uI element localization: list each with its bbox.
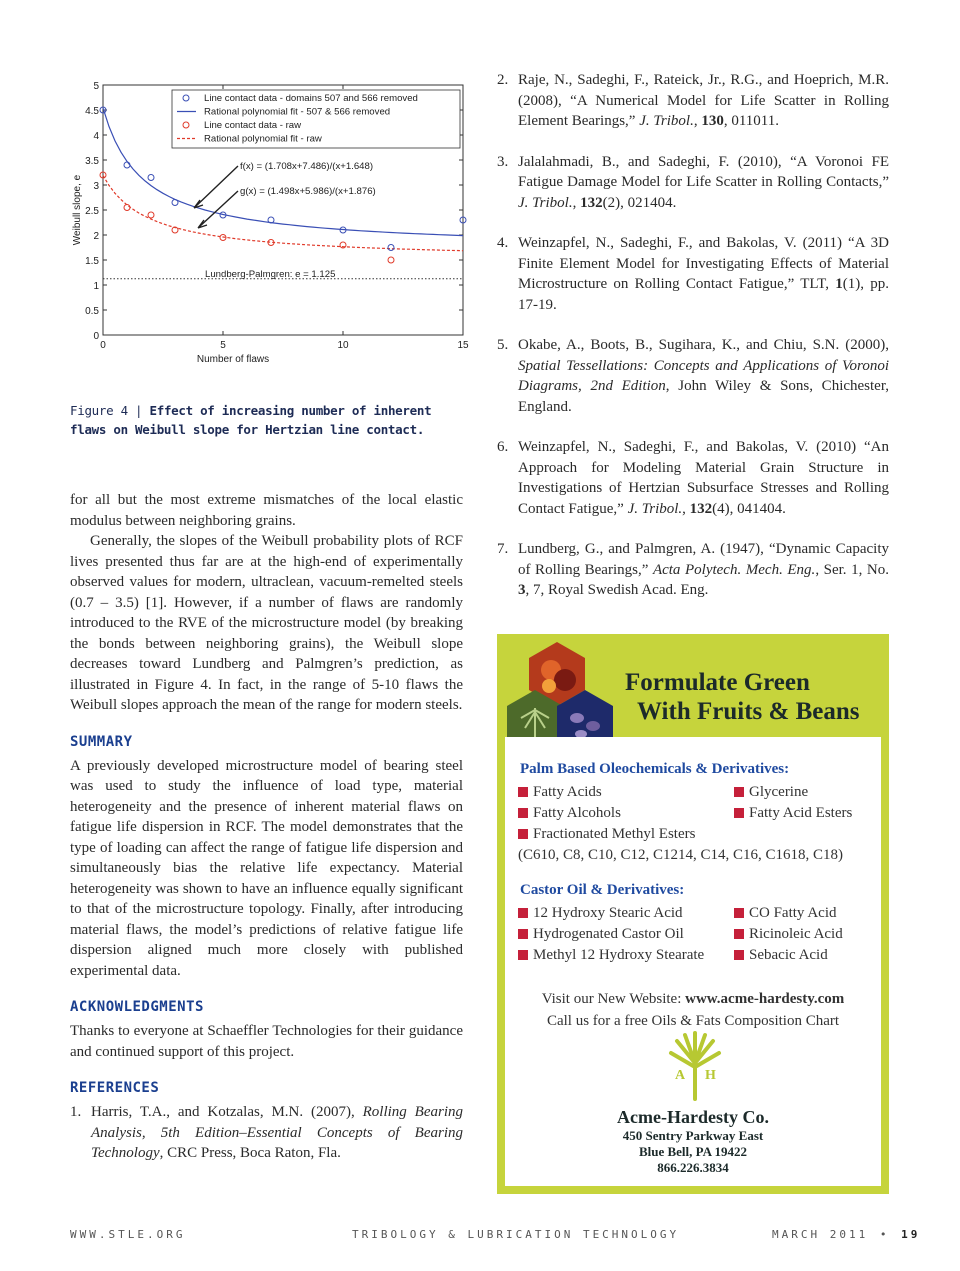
footer-date	[772, 1228, 920, 1241]
figure-label: Figure 4 |	[70, 403, 143, 418]
ad-title-line-1: Formulate Green	[625, 669, 810, 696]
castor-item	[518, 903, 734, 924]
annotation-g: g(x) = (1.498x+5.986)/(x+1.876)	[240, 186, 376, 197]
reference-text: Lundberg, G., and Palmgren, A. (1947), “Dynamic Capacity of Rolling Bearings,”	[518, 541, 889, 578]
palm-item	[734, 782, 874, 803]
company-name: Acme-Hardesty Co.	[617, 1107, 769, 1127]
company-phone: 866.226.3834	[657, 1160, 729, 1175]
reference-3	[497, 152, 889, 214]
castor-item	[734, 924, 874, 945]
reference-number: 3.	[497, 153, 509, 170]
reference-4	[497, 233, 889, 315]
bullet-square-icon	[518, 908, 528, 918]
company-address-1: 450 Sentry Parkway East	[622, 1128, 764, 1143]
bullet-square-icon	[734, 950, 744, 960]
palm-item-label: Fatty Acids	[533, 784, 602, 800]
bullet-square-icon	[734, 908, 744, 918]
castor-list	[518, 903, 881, 966]
reference-text: Jalalahmadi, B., and Sadeghi, F. (2010), “A Voronoi FE Fatigue Damage Model for Life Scatter in Rolling Contacts,”	[518, 153, 889, 190]
x-axis-label: Number of flaws	[196, 354, 270, 365]
reference-text: (1), pp. 17-19.	[518, 276, 889, 313]
palm-codes: (C610, C8, C10, C12, C1214, C14, C16, C1618, C18)	[518, 847, 844, 863]
legend-entry: Line contact data - raw	[204, 120, 302, 131]
legend-entry: Line contact data - domains 507 and 566 removed	[204, 93, 418, 104]
castor-heading: Castor Oil & Derivatives:	[520, 882, 685, 898]
weibull-chart	[70, 70, 469, 365]
ad-title-line-2: With Fruits & Beans	[637, 698, 860, 725]
bullet-square-icon	[734, 808, 744, 818]
reference-text: Weinzapfel, N., Sadeghi, F., and Bakolas, V. (2011) “A 3D Finite Element Model for Investigating Effects of Material Microstructure on Rolling Contact Fatigue,” TLT,	[518, 235, 889, 292]
reference-number: 4.	[497, 235, 509, 251]
y-tick-label: 1.5	[85, 256, 99, 267]
figure-caption	[70, 401, 463, 439]
annotation-lundberg: Lundberg-Palmgren: e = 1.125	[205, 269, 336, 280]
footer-journal: TRIBOLOGY & LUBRICATION TECHNOLOGY	[352, 1228, 680, 1241]
fruit-shape	[554, 669, 576, 691]
reference-5	[497, 335, 889, 417]
reference-volume: 132	[689, 500, 713, 517]
advertisement	[497, 634, 889, 1194]
castor-item	[518, 945, 734, 966]
reference-text: , CRC Press, Boca Raton, Fla.	[159, 1145, 341, 1161]
logo-letter-a: A	[675, 1068, 686, 1083]
bullet-square-icon	[518, 929, 528, 939]
bullet-square-icon	[734, 787, 744, 797]
reference-text: , Ser. 1, No.	[815, 561, 890, 578]
fruit-shape	[542, 679, 556, 693]
legend-entry: Rational polynomial fit - raw	[204, 133, 322, 145]
reference-text: Okabe, A., Boots, B., Sugihara, K., and Chiu, S.N. (2000),	[518, 337, 889, 353]
bullet-square-icon	[518, 787, 528, 797]
visit-label: Visit our New Website:	[541, 991, 686, 1007]
reference-number: 5.	[497, 337, 509, 353]
reference-volume: 1	[835, 276, 843, 292]
reference-number: 7.	[497, 541, 509, 557]
y-tick-label: 2	[93, 231, 99, 242]
palm-item	[518, 824, 874, 845]
left-column	[70, 70, 469, 1184]
bean-shape	[570, 713, 584, 723]
reference-journal: J. Tribol.	[639, 113, 694, 129]
reference-text: ,	[693, 113, 702, 129]
reference-1	[70, 1102, 463, 1164]
reference-journal: J. Tribol.	[627, 500, 683, 517]
castor-item-label: Methyl 12 Hydroxy Stearate	[533, 947, 705, 963]
y-axis-label: Weibull slope, e	[72, 174, 83, 246]
fruit-beans-hexagons-image	[507, 640, 627, 740]
reference-number: 6.	[497, 439, 509, 455]
reference-text: Weinzapfel, N., Sadeghi, F., and Bakolas, V. (2010) “An Approach for Modeling Material Grain Structure in Investigations of Hertzian Subsurface Stresses and Rolling Contact Fatigue,”	[518, 439, 889, 517]
x-tick-label: 15	[457, 340, 469, 351]
palm-item	[518, 803, 734, 824]
acknowledgments-text: Thanks to everyone at Schaeffler Technologies for their guidance and continued support of this project.	[70, 1023, 463, 1060]
company-info	[505, 1107, 881, 1176]
reference-text: ,	[682, 500, 690, 517]
ad-contact-text	[505, 988, 881, 1032]
palm-item-label: Fatty Alcohols	[533, 805, 621, 821]
castor-item-label: Sebacic Acid	[749, 947, 828, 963]
bean-shape	[586, 721, 600, 731]
castor-item	[518, 924, 734, 945]
reference-title: Spatial Tessellations: Concepts and Applications of Voronoi Diagrams, 2nd Edition	[518, 357, 889, 394]
reference-text: (2), 021404.	[602, 194, 677, 211]
palm-item-label: Fatty Acid Esters	[749, 805, 853, 821]
page-number: 19	[901, 1228, 921, 1241]
y-tick-label: 4	[93, 131, 99, 142]
reference-volume: 3	[518, 582, 526, 598]
reference-7	[497, 539, 889, 601]
reference-text: , John Wiley & Sons, Chichester, England.	[518, 378, 889, 415]
reference-text: Harris, T.A., and Kotzalas, M.N. (2007),	[91, 1104, 363, 1120]
reference-volume: 130	[701, 113, 724, 129]
right-column	[497, 70, 889, 621]
bullet-square-icon	[734, 929, 744, 939]
palm-item-label: Fractionated Methyl Esters	[533, 826, 696, 842]
summary-heading: SUMMARY	[70, 733, 133, 750]
castor-item-label: Ricinoleic Acid	[749, 926, 843, 942]
bullet-square-icon	[518, 808, 528, 818]
legend-entry: Rational polynomial fit - 507 & 566 removed	[204, 106, 391, 118]
bullet-square-icon	[518, 950, 528, 960]
website-link[interactable]: www.acme-hardesty.com	[685, 991, 845, 1007]
reference-volume: 132	[580, 194, 603, 211]
reference-text: Raje, N., Sadeghi, F., Rateick, Jr., R.G., and Hoeprich, M.R. (2008), “A Numerical Model for Life Scatter in Rolling Element Bearings,”	[518, 72, 889, 129]
acme-hardesty-logo	[665, 1031, 725, 1101]
y-tick-label: 5	[93, 81, 99, 92]
ad-title	[625, 668, 859, 726]
y-tick-label: 1	[93, 281, 99, 292]
y-tick-label: 0.5	[85, 306, 99, 317]
x-tick-label: 0	[100, 340, 106, 351]
palm-item	[518, 782, 734, 803]
reference-number: 1.	[70, 1104, 82, 1120]
castor-item-label: 12 Hydroxy Stearic Acid	[533, 905, 683, 921]
reference-title: Rolling Bearing Analysis, 5th Edition–Essential Concepts of Bearing Technology	[91, 1104, 463, 1161]
palm-logo-icon	[671, 1033, 719, 1099]
ad-content-panel	[505, 737, 881, 1186]
footer-separator: •	[879, 1228, 890, 1241]
bullet-square-icon	[518, 829, 528, 839]
palm-item-label: Glycerine	[749, 784, 809, 800]
reference-number: 2.	[497, 72, 509, 88]
palm-item	[734, 803, 874, 824]
annotation-f: f(x) = (1.708x+7.486)/(x+1.648)	[240, 161, 374, 172]
castor-item	[734, 903, 874, 924]
castor-item-label: CO Fatty Acid	[749, 905, 837, 921]
reference-6	[497, 437, 889, 519]
body-paragraph-1: for all but the most extreme mismatches of the local elastic modulus between neighboring grains.	[70, 492, 463, 529]
footer-website: WWW.STLE.ORG	[70, 1228, 186, 1241]
castor-item-label: Hydrogenated Castor Oil	[533, 926, 684, 942]
logo-letter-h: H	[705, 1068, 716, 1083]
y-tick-label: 3.5	[85, 156, 99, 167]
body-paragraph-2: Generally, the slopes of the Weibull probability plots of RCF lives presented thus far are at the high-end of experimentally observed values for modern, ultraclean, vacuum-remelted steels (0.7 – 3.5) [1]. However, if a number of flaws are randomly introduced to the RVE of the microstructure model (by breaking the bonds between neighboring grains), the Weibull slope decreases toward Lundberg and Palmgren’s prediction, as illustrated in Figure 4. In fact, in the range of 5-10 flaws the Weibull slopes approach the mean of the range for modern steels.	[70, 533, 463, 713]
reference-text: ,	[572, 194, 581, 211]
reference-2	[497, 70, 889, 132]
castor-item	[734, 945, 874, 966]
reference-journal: Acta Polytech. Mech. Eng.	[652, 561, 816, 578]
reference-text: , 7, Royal Swedish Acad. Eng.	[525, 582, 709, 598]
y-tick-label: 0	[93, 331, 99, 342]
reference-journal: J. Tribol.	[518, 194, 573, 211]
figure-caption-text: Effect of increasing number of inherent flaws on Weibull slope for Hertzian line contact.	[70, 403, 432, 437]
reference-text: (4), 041404.	[712, 500, 786, 517]
x-tick-label: 5	[220, 340, 226, 351]
reference-text: , 011011.	[723, 113, 779, 129]
call-to-action: Call us for a free Oils & Fats Composition Chart	[546, 1013, 840, 1029]
palm-heading: Palm Based Oleochemicals & Derivatives:	[520, 761, 790, 777]
references-heading: REFERENCES	[70, 1080, 160, 1096]
y-tick-label: 3	[93, 181, 99, 192]
summary-text: A previously developed microstructure model of bearing steel was used to study the influence of load type, material heterogeneity and the presence of inherent material flaws on fatigue life dispersion in RCF. The model demonstrates that the type of loading can affect the range of fatigue life dispersion and simultaneously bias the relative life expectancy. Material heterogeneity was shown to have an influence equally significant to that of the microstructure topology. Finally, after introducing material flaws, the model’s predictions of relative fatigue life dispersion aligned much more closely with published experimental data.	[70, 757, 463, 979]
company-address-2: Blue Bell, PA 19422	[638, 1144, 748, 1159]
palm-list	[518, 782, 881, 866]
y-tick-label: 4.5	[85, 106, 99, 117]
y-tick-label: 2.5	[85, 206, 99, 217]
x-tick-label: 10	[337, 340, 349, 351]
acknowledgments-heading: ACKNOWLEDGMENTS	[70, 999, 204, 1015]
footer-date-text: MARCH 2011	[772, 1228, 869, 1241]
figure-4-chart	[70, 70, 469, 365]
